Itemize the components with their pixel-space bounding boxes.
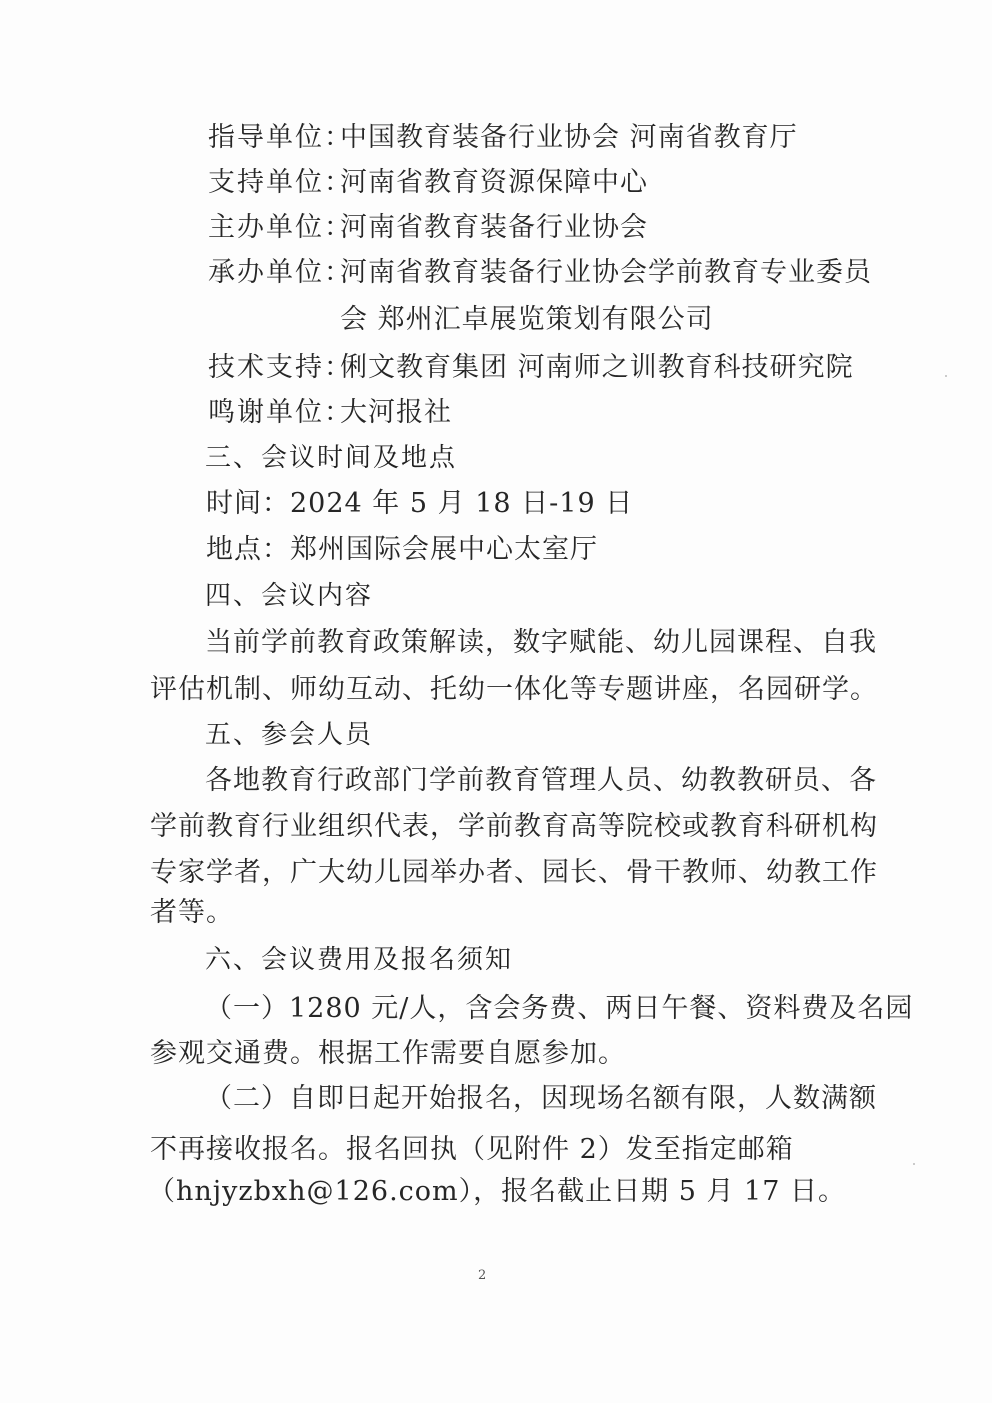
thanks-value: 大河报社 [340,397,452,428]
host-label: 主办单位： [208,212,353,243]
undertaker-value-line2: 会 郑州汇卓展览策划有限公司 [340,304,714,335]
guidance-value: 中国教育装备行业协会 河南省教育厅 [340,122,798,153]
section4-heading: 四、会议内容 [205,581,374,611]
section5-line1: 各地教育行政部门学前教育管理人员、幼教教研员、各 [205,765,877,796]
section6-p1-line1: （一）1280 元/人，含会务费、两日午餐、资料费及名园 [205,993,914,1024]
section5-line4: 者等。 [150,897,234,928]
thanks-label: 鸣谢单位： [208,397,353,428]
undertaker-label: 承办单位： [208,257,353,288]
undertaker-value-line1: 河南省教育装备行业协会学前教育专业委员 [340,257,872,288]
guidance-label: 指导单位： [208,122,353,153]
section6-p2-line2: 不再接收报名。报名回执（见附件 2）发至指定邮箱 [150,1134,794,1165]
tech-label: 技术支持： [208,352,353,383]
section5-line2: 学前教育行业组织代表，学前教育高等院校或教育科研机构 [150,811,878,842]
meeting-time: 时间：2024 年 5 月 18 日-19 日 [206,488,634,519]
scan-speck [945,375,947,377]
page-number: 2 [478,1268,487,1283]
section6-p1-line2: 参观交通费。根据工作需要自愿参加。 [150,1038,626,1069]
scan-speck [913,1163,915,1165]
section6-p2-line3: （hnjyzbxh@126.com），报名截止日期 5 月 17 日。 [148,1176,846,1207]
section5-heading: 五、参会人员 [205,720,374,750]
section5-line3: 专家学者，广大幼儿园举办者、园长、骨干教师、幼教工作 [150,857,878,888]
meeting-place: 地点：郑州国际会展中心太室厅 [206,534,598,565]
host-value: 河南省教育装备行业协会 [340,212,648,243]
support-value: 河南省教育资源保障中心 [340,167,648,198]
section6-p2-line1: （二）自即日起开始报名，因现场名额有限，人数满额 [205,1083,877,1114]
tech-value: 俐文教育集团 河南师之训教育科技研究院 [340,352,854,383]
section6-heading: 六、会议费用及报名须知 [205,945,514,975]
section4-line2: 评估机制、师幼互动、托幼一体化等专题讲座，名园研学。 [150,674,878,705]
support-label: 支持单位： [208,167,353,198]
section4-line1: 当前学前教育政策解读，数字赋能、幼儿园课程、自我 [205,627,877,658]
section3-heading: 三、会议时间及地点 [205,443,458,473]
